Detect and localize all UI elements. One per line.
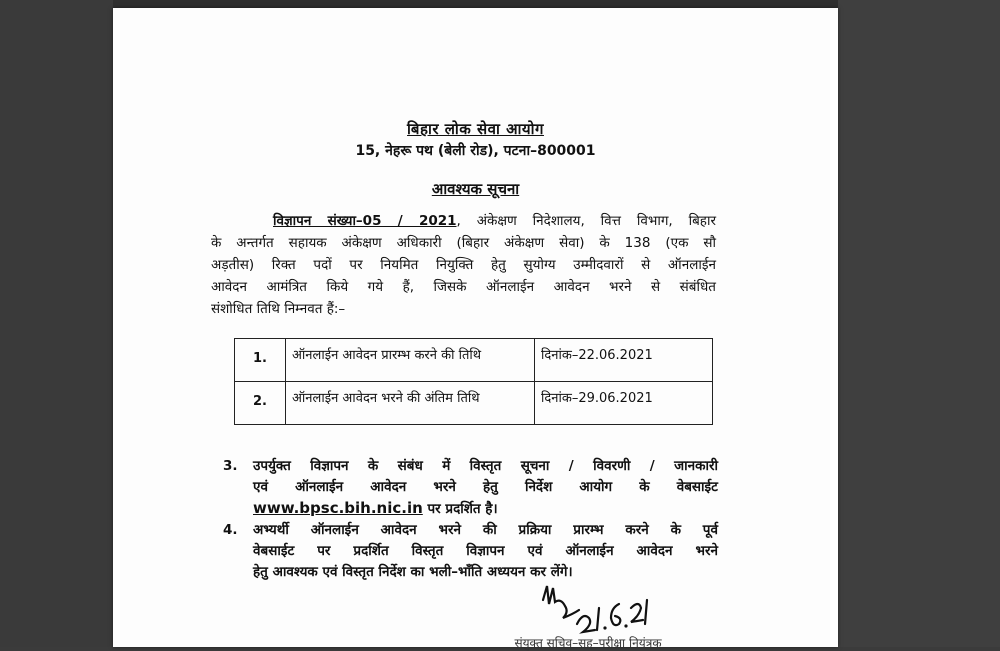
row-description: ऑनलाईन आवेदन भरने की अंतिम तिथि — [286, 382, 535, 425]
point-4-line-1: अभ्यर्थी ऑनलाईन आवेदन भरने की प्रक्रिया प्रारम्भ करने के पूर्व — [253, 522, 718, 538]
point-3-line-3-rest: पर प्रदर्शित है। — [422, 501, 498, 517]
point-4-number: 4. — [223, 522, 238, 538]
row-description: ऑनलाईन आवेदन प्रारम्भ करने की तिथि — [286, 339, 535, 382]
point-4-line-3: हेतु आवश्यक एवं विस्तृत निर्देश का भली–भाँति अध्ययन कर लेंगे। — [253, 564, 573, 580]
row-number: 1. — [235, 339, 286, 382]
point-3-line-1: उपर्युक्त विज्ञापन के संबंध में विस्तृत सूचना / विवरणी / जानकारी — [253, 458, 718, 474]
point-3-number: 3. — [223, 458, 238, 474]
intro-line-1 — [211, 210, 716, 232]
table-row — [235, 339, 713, 382]
intro-line-2: के अन्तर्गत सहायक अंकेक्षण अधिकारी (बिहार अंकेक्षण सेवा) के 138 (एक सौ — [211, 235, 716, 251]
intro-line-5: संशोधित तिथि निम्नवत हैं:– — [211, 301, 346, 317]
intro-line-1-rest: , अंकेक्षण निदेशालय, वित्त विभाग, बिहार — [456, 213, 716, 229]
notice-title: आवश्यक सूचना — [431, 180, 520, 198]
website-link[interactable]: www.bpsc.bih.nic.in — [253, 499, 423, 517]
intro-line-4: आवेदन आमंत्रित किये गये हैं, जिसके ऑनलाईन आवेदन भरने से संबंधित — [211, 279, 716, 295]
point-3-line-3 — [253, 498, 718, 520]
row-number: 2. — [235, 382, 286, 425]
point-4-line-2: वेबसाईट पर प्रदर्शित विस्तृत विज्ञापन एवं ऑनलाईन आवेदन भरने — [253, 543, 718, 559]
document-page — [113, 8, 838, 650]
dates-table — [234, 338, 713, 425]
viewer-right-margin — [838, 0, 1000, 647]
point-3-line-2: एवं ऑनलाईन आवेदन भरने हेतु निर्देश आयोग के वेबसाईट — [253, 479, 718, 495]
org-address: 15, नेहरू पथ (बेली रोड), पटना–800001 — [355, 143, 596, 159]
table-row — [235, 382, 713, 425]
row-date: दिनांक–22.06.2021 — [535, 339, 713, 382]
org-name: बिहार लोक सेवा आयोग — [407, 120, 544, 138]
intro-line-3: अड़तीस) रिक्त पदों पर नियमित नियुक्ति हेतु सुयोग्य उम्मीदवारों से ऑनलाईन — [211, 257, 716, 273]
row-date: दिनांक–29.06.2021 — [535, 382, 713, 425]
advertisement-number: विज्ञापन संख्या–05 / 2021 — [273, 213, 457, 229]
intro-paragraph — [211, 210, 716, 320]
signatory-designation: संयुक्त सचिव–सह–परीक्षा नियंत्रक — [514, 636, 662, 650]
viewer-left-margin — [0, 0, 113, 647]
